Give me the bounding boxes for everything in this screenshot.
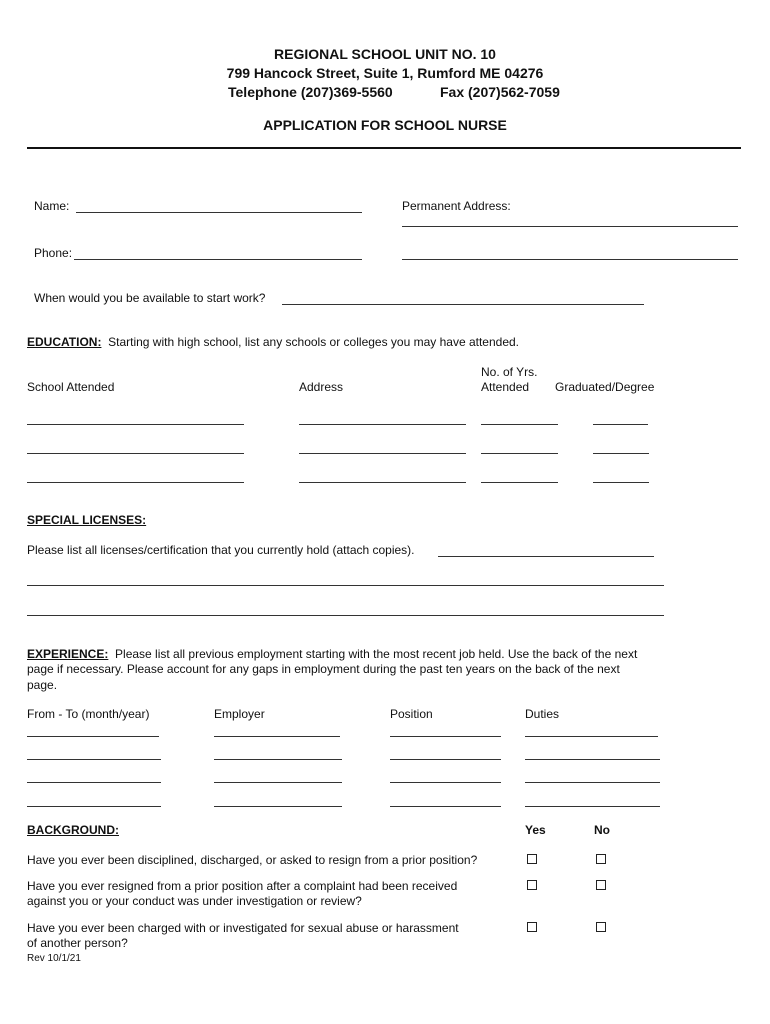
exp-row3-duties[interactable] [525,782,660,783]
education-section [27,335,519,349]
q2-yes-checkbox[interactable] [527,880,537,890]
col-years-line1: No. of Yrs. [481,365,538,379]
permanent-address-label: Permanent Address: [402,199,511,213]
col-duties: Duties [525,707,560,721]
phone-field[interactable] [74,259,362,260]
q1-yes-checkbox[interactable] [527,854,537,864]
education-instruction: Starting with high school, list any schools or colleges you may have attended. [108,335,520,349]
exp-row1-employer[interactable] [214,736,340,737]
background-question-1: Have you ever been disciplined, discharged, or asked to resign from a prior position? [27,853,478,867]
licenses-field-1[interactable] [438,556,654,557]
revision-note: Rev 10/1/21 [27,953,81,964]
background-heading: BACKGROUND: [27,823,119,837]
exp-row4-position[interactable] [390,806,501,807]
licenses-heading: SPECIAL LICENSES: [27,513,147,527]
availability-field[interactable] [282,304,644,305]
licenses-instruction: Please list all licenses/certification that you currently hold (attach copies). [27,543,415,557]
name-field[interactable] [76,212,362,213]
q2-no-checkbox[interactable] [596,880,606,890]
licenses-field-3[interactable] [27,615,664,616]
experience-heading: EXPERIENCE: [27,647,109,661]
exp-row1-from-to[interactable] [27,736,159,737]
col-employer: Employer [214,707,265,721]
q3-yes-checkbox[interactable] [527,922,537,932]
exp-row1-position[interactable] [390,736,501,737]
header-divider [27,147,741,149]
edu-row3-address[interactable] [299,482,466,483]
availability-label: When would you be available to start work? [34,291,266,305]
exp-row2-duties[interactable] [525,759,660,760]
background-question-3-line2: of another person? [27,936,128,950]
edu-row1-years[interactable] [481,424,558,425]
edu-row1-school[interactable] [27,424,244,425]
col-school-attended: School Attended [27,380,115,394]
exp-row2-position[interactable] [390,759,501,760]
exp-row3-position[interactable] [390,782,501,783]
edu-row3-school[interactable] [27,482,244,483]
col-position: Position [390,707,433,721]
org-name: REGIONAL SCHOOL UNIT NO. 10 [274,46,496,62]
exp-row2-employer[interactable] [214,759,342,760]
phone-label: Phone: [34,246,73,260]
col-graduated-degree: Graduated/Degree [555,380,655,394]
experience-instruction-1: Please list all previous employment starting with the most recent job held. Use the back of the next [115,647,638,661]
edu-row2-years[interactable] [481,453,558,454]
q3-no-checkbox[interactable] [596,922,606,932]
education-heading: EDUCATION: [27,335,102,349]
exp-row4-employer[interactable] [214,806,342,807]
form-title: APPLICATION FOR SCHOOL NURSE [263,117,507,133]
exp-row4-from-to[interactable] [27,806,161,807]
permanent-address-field-2[interactable] [402,259,738,260]
exp-row3-employer[interactable] [214,782,342,783]
exp-row4-duties[interactable] [525,806,660,807]
exp-row2-from-to[interactable] [27,759,161,760]
experience-line1 [27,647,637,661]
experience-instruction-3: page. [27,678,58,692]
org-fax: Fax (207)562-7059 [440,84,560,100]
edu-row2-school[interactable] [27,453,244,454]
edu-row2-address[interactable] [299,453,466,454]
licenses-field-2[interactable] [27,585,664,586]
background-question-2-line1: Have you ever resigned from a prior position after a complaint had been received [27,879,458,893]
q1-no-checkbox[interactable] [596,854,606,864]
edu-row1-degree[interactable] [593,424,648,425]
org-address: 799 Hancock Street, Suite 1, Rumford ME 04276 [226,65,544,81]
col-years-line2: Attended [481,380,530,394]
edu-row3-years[interactable] [481,482,558,483]
org-telephone: Telephone (207)369-5560 [228,84,393,100]
yes-column-label: Yes [525,823,546,837]
edu-row1-address[interactable] [299,424,466,425]
name-label: Name: [34,199,70,213]
exp-row3-from-to[interactable] [27,782,161,783]
permanent-address-field-1[interactable] [402,226,738,227]
background-question-3-line1: Have you ever been charged with or investigated for sexual abuse or harassment [27,921,459,935]
exp-row1-duties[interactable] [525,736,658,737]
edu-row2-degree[interactable] [593,453,649,454]
experience-instruction-2: page if necessary. Please account for any gaps in employment during the past ten years on the back of the next [27,662,620,676]
no-column-label: No [594,823,610,837]
background-question-2-line2: against you or your conduct was under investigation or review? [27,894,362,908]
col-from-to: From - To (month/year) [27,707,150,721]
col-address: Address [299,380,344,394]
edu-row3-degree[interactable] [593,482,649,483]
